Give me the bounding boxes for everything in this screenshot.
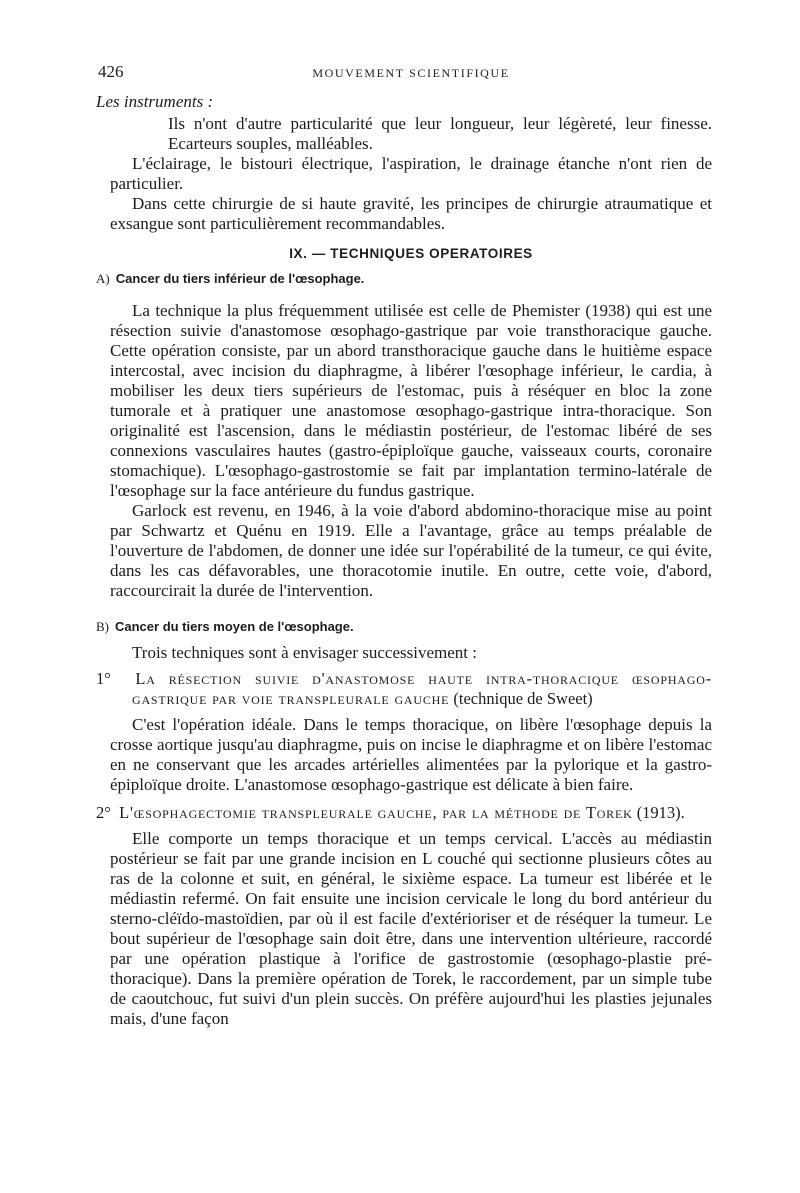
subsection-b-intro: Trois techniques sont à envisager successivement : <box>132 643 477 662</box>
technique-2-heading <box>96 803 712 823</box>
subsection-b-title: Cancer du tiers moyen de l'œsophage. <box>115 619 354 634</box>
instruments-paragraph-2: L'éclairage, le bistouri électrique, l'aspiration, le drainage étanche n'ont rien de particulier. <box>110 154 712 193</box>
technique-1-heading <box>96 669 712 709</box>
technique-2-title: L'œsophagectomie transpleurale gauche, par la méthode de Torek <box>119 803 633 822</box>
section-heading: IX. — TECHNIQUES OPERATOIRES <box>289 246 533 261</box>
instruments-label: Les instruments : <box>96 92 214 111</box>
technique-2-paragraph: Elle comporte un temps thoracique et un temps cervical. L'accès au médiastin postérieur se fait par une grande incision en L couché qui sectionne plusieurs côtes au ras de la colonne et suit, en général, le sixième espace. La tumeur est libérée et le médiastin refermé. On fait ensuite une incision cervicale le long du bord antérieur du sterno-cléïdo-mastoïdien, par où il est facile d'extérioriser et de réséquer la tumeur. Le bout supérieur de l'œsophage sain doit être, dans une intervention ultérieure, raccordé par une opération plastique à l'orifice de gastrostomie (œsophago-plastie pré-thoracique). Dans la première opération de Torek, le raccordement, par un simple tube de caoutchouc, fut suivi d'un plein succès. On préfère aujourd'hui les plasties jejunales mais, d'une façon <box>110 829 712 1028</box>
technique-1-paragraph: C'est l'opération idéale. Dans le temps thoracique, on libère l'œsophage depuis la crosse aortique jusqu'au diaphragme, puis on incise le diaphragme et on libère l'estomac en ne conservant que les arcades artérielles alimentées par la pylorique et la gastro-épiploïque droite. L'anastomose œsophago-gastrique est délicate à bien faire. <box>110 715 712 794</box>
subsection-a-heading <box>96 271 712 287</box>
technique-1-number: 1° <box>96 669 111 688</box>
subsection-a-letter: A) <box>96 271 110 286</box>
subsection-a-paragraph-2: Garlock est revenu, en 1946, à la voie d'abord abdomino-thoracique mise au point par Schwartz et Quénu en 1919. Elle a l'avantage, grâce au temps préalable de l'ouverture de l'abdomen, de donner une idée sur l'opérabilité de la tumeur, ce qui évite, dans les cas défavorables, une thoracotomie inutile. En outre, cette voie, d'abord, raccourcirait la durée de l'intervention. <box>110 501 712 600</box>
page-header <box>98 62 712 92</box>
technique-1-tail: (technique de Sweet) <box>449 689 593 708</box>
subsection-a-title: Cancer du tiers inférieur de l'œsophage. <box>115 271 365 286</box>
running-title: MOUVEMENT SCIENTIFIQUE <box>312 66 510 80</box>
subsection-b-letter: B) <box>96 619 109 634</box>
technique-1-title: La résection suivie d'anastomose haute intra-thoracique œsophago-gastrique par voie transpleurale gauche <box>132 669 713 708</box>
technique-2-tail: (1913). <box>632 803 685 822</box>
subsection-a-paragraph-1: La technique la plus fréquemment utilisée est celle de Phemister (1938) qui est une résection suivie d'anastomose œsophago-gastrique par voie transthoracique gauche. Cette opération consiste, par un abord transthoracique gauche dans le huitième espace intercostal, avec incision du diaphragme, à libérer l'œsophage inférieur, le cardia, à mobiliser les deux tiers supérieurs de l'estomac, puis à réséquer en bloc la zone tumorale et à pratiquer une anastomose œsophago-gastrique intra-thoracique. Son originalité est l'ascension, dans le médiastin postérieur, de l'estomac libéré de ses connexions vasculaires hautes (gastro-épiploïque gauche, vaisseaux courts, coronaire stomachique). L'œsophago-gastrostomie se fait par implantation termino-latérale de l'œsophage sur la face antérieure du fundus gastrique. <box>110 301 712 500</box>
page-number: 426 <box>98 62 124 81</box>
technique-2-number: 2° <box>96 803 111 822</box>
instruments-paragraph-1: Ils n'ont d'autre particularité que leur longueur, leur légèreté, leur finesse. Ecarteurs souples, malléables. <box>168 114 712 153</box>
subsection-b-heading <box>96 619 712 635</box>
instruments-paragraph-3: Dans cette chirurgie de si haute gravité, les principes de chirurgie atraumatique et exsangue sont particulièrement recommandables. <box>110 194 712 233</box>
